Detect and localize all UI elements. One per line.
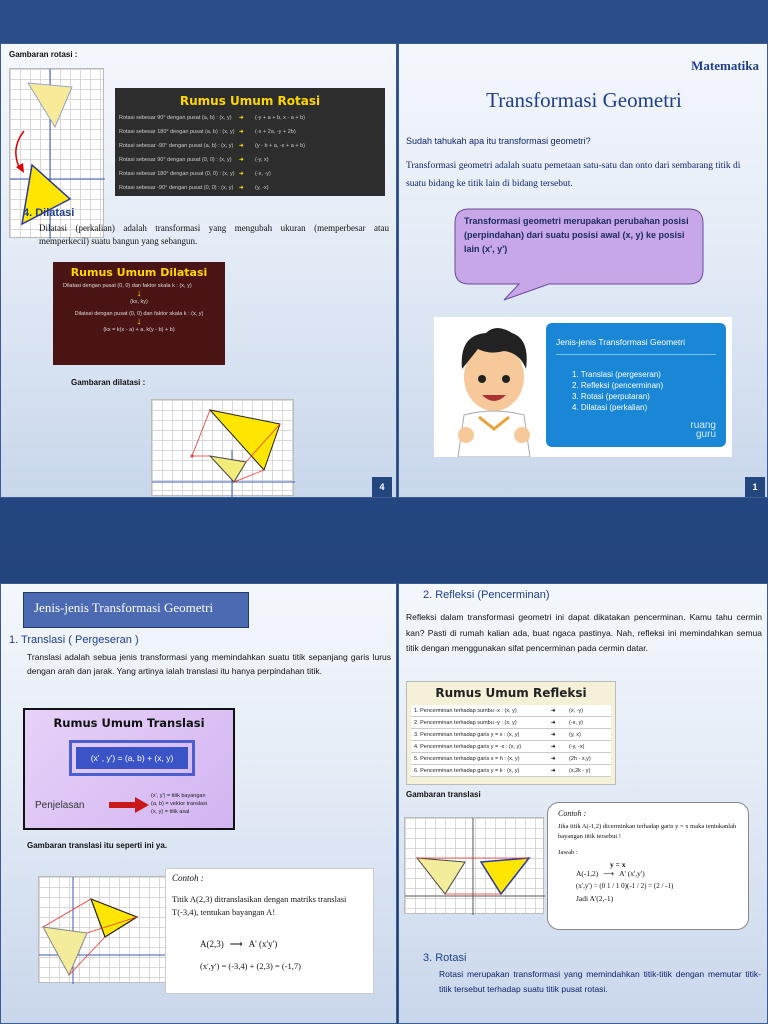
rumus-translasi-card [23,708,235,830]
definition-bubble: Transformasi geometri merupakan perubahan posisi (perpindahan) dari suatu posisi awal (x, y) ke posisi lain (x', y') [464,216,689,254]
formula-frame [69,740,195,776]
rotasi-row [119,153,379,167]
translasi-note: (x', y') = titik bayangan [151,793,206,799]
contoh-calculation: (x',y') = (0 1 / 1 0)(-1 / 2) = (2 / -1) [576,882,674,890]
arrow-right-icon: ➜ [239,115,244,121]
jenis-item: 3. Rotasi (perputaran) [572,392,650,401]
contoh-point: A(2,3) [200,939,224,949]
jenis-transformasi-card [546,323,726,447]
rumus-refleksi-rows [411,705,611,777]
rotasi-row [119,111,379,125]
refleksi-row [411,729,611,741]
refleksi-condition: 3. Pencerminan terhadap garis y = x : (x, y) [414,731,520,738]
refleksi-text: Refleksi dalam transformasi geometri ini dapat dikatakan pencerminan. Kamu tahu cermin kan? Pasti di rumah kalian ada, buat ngaca pastinya. Nah, refleksi ini memindahkan semua titik dengan menggunakan sifat pencerminan pada cermin datar. [406,612,762,653]
refleksi-condition: 2. Pencerminan terhadap sumbu -y : (x, y) [414,719,517,726]
contoh-box [165,868,374,994]
reflection-figure [404,817,544,914]
boy-character-icon [434,317,554,457]
penjelasan-label: Penjelasan [35,800,85,811]
arrow-right-icon: ➜ [239,171,244,177]
intro-question: Sudah tahukah apa itu transformasi geometri? [406,136,591,146]
dilatasi-result-1: (kx, ky) [130,299,148,305]
rotasi-result: (-y + a + b, x - a + b) [255,115,305,121]
rotasi-result: (-x + 2a, -y + 2b) [255,129,296,135]
dilatation-figure [151,399,294,496]
rotasi-condition: Rotasi sebesar 180° dengan pusat (a, b) : (x, y) [119,129,235,135]
refleksi-result: (y, x) [569,731,581,738]
gambaran-dilatasi-label: Gambaran dilatasi : [71,378,146,387]
refleksi-row [411,741,611,753]
rotasi-condition: Rotasi sebesar 90° dengan pusat (0, 0) : (x, y) [119,157,232,163]
section-title: Jenis-jenis Transformasi Geometri [34,600,214,615]
mirror-line: y = x [610,860,626,869]
page-number: 4 [372,477,392,497]
contoh-image-point: A' (x',y') [619,869,645,878]
rotasi-condition: Rotasi sebesar -90° dengan pusat (a, b) : (x, y) [119,143,234,149]
rumus-dilatasi-title: Rumus Umum Dilatasi [70,266,208,279]
section-title-box [23,592,249,628]
contoh-result: Jadi A'(2,-1) [576,894,614,903]
ruangguru-logo [690,421,716,439]
refleksi-row [411,717,611,729]
arrow-right-icon: ➜ [239,185,244,191]
refleksi-heading: 2. Refleksi (Pencerminan) [423,589,550,601]
arrow-right-icon: ➜ [551,767,556,774]
contoh-title: Contoh : [172,873,204,883]
arrow-right-icon: ➜ [551,731,556,738]
refleksi-row [411,705,611,717]
page-number: 1 [745,477,765,497]
dilatasi-result-2: (kx = k(x - a) + a, k(y - b) + b) [103,327,175,333]
contoh-image-point: A' (x'y') [248,939,278,949]
jenis-item: 4. Dilatasi (perkalian) [572,403,648,412]
translasi-heading: 1. Translasi ( Pergeseran ) [9,634,139,646]
rotasi-heading: 3. Rotasi [423,952,467,964]
rumus-rotasi-title: Rumus Umum Rotasi [179,94,321,108]
page-1 [398,43,768,498]
refleksi-condition: 1. Pencerminan terhadap sumbu -x : (x, y) [414,707,517,714]
refleksi-result: (2h - x,y) [569,755,591,762]
refleksi-result: (x, -y) [569,707,584,714]
jenis-list [546,355,726,413]
rotasi-condition: Rotasi sebesar 180° dengan pusat (0, 0) : (x, y) [119,171,235,177]
page-title: Transformasi Geometri [486,88,682,112]
refleksi-condition: 4. Pencerminan terhadap garis y = -x : (x, y) [414,743,522,750]
arrow-right-icon: ➜ [239,157,244,163]
rumus-refleksi-card [406,681,616,785]
logo-line-1: ruang [690,420,716,431]
arrow-right-icon: ⟶ [229,939,243,949]
refleksi-row [411,765,611,777]
contoh-mapping [200,939,277,950]
definition-text: Transformasi geometri adalah suatu pemetaan satu-satu dan onto dari sembarang titik di suatu bidang ke titik lain di bidang tersebut. [406,161,741,189]
dilatasi-line-1: Dilatasi dengan pusat (0, 0) dan faktor skala k : (x, y) [63,283,192,289]
jenis-title: Jenis-jenis Transformasi Geometri [556,337,685,347]
rotasi-result: (y - b + a, -x + a + b) [255,143,305,149]
rotasi-row [119,167,379,181]
page-3 [398,583,768,1024]
refleksi-result: (-y, -x) [569,743,585,750]
jenis-transformasi-image [434,317,732,457]
dilatasi-text: Dilatasi (perkalian) adalah transformasi yang mengubah ukuran (memperbesar atau memperkecil) suatu bangun yang sebangun. [39,223,389,246]
arrow-right-icon: ➜ [551,707,556,714]
arrow-right-icon: ➜ [551,755,556,762]
gambaran-rotasi-label: Gambaran rotasi : [9,50,78,59]
rotasi-condition: Rotasi sebesar 90° dengan pusat (a, b) : (x, y) [119,115,232,121]
rotasi-row [119,181,379,195]
rumus-rotasi-card [115,88,385,196]
contoh-point: A(-1,2) [576,869,599,878]
contoh-calculation: (x',y') = (-3,4) + (2,3) = (-1,7) [200,961,301,971]
rotasi-row [119,139,379,153]
rotasi-result: (y, -x) [255,185,269,191]
translation-figure [38,876,166,983]
arrow-right-icon: ➜ [551,743,556,750]
contoh-text: Titik A(2,3) ditranslasikan dengan matriks translasi T(-3,4), tentukan bayangan A! [172,894,347,917]
arrow-right-icon: ⟶ [603,869,615,878]
dilatasi-line-2: Dilatasi dengan pusat (0, 0) dan faktor skala k : (x, y) [74,311,204,317]
jenis-item: 2. Refleksi (pencerminan) [572,381,664,390]
refleksi-condition: 6. Pencerminan terhadap garis y = k : (x, y) [414,767,520,774]
translasi-text: Translasi adalah sebua jenis transformasi yang memindahkan suatu titik sepanjang garis lurus dengan arah dan jarak. Yang artinya ialah translasi itu hanya perpindahan titik. [27,652,391,676]
arrow-right-icon [109,797,149,813]
dilatasi-heading: 4. Dilatasi [23,207,75,219]
arrow-down-icon: ↓ [136,316,142,327]
rumus-translasi-title: Rumus Umum Translasi [53,716,205,730]
rumus-refleksi-title: Rumus Umum Refleksi [435,686,587,700]
translasi-formula: (x' , y') = (a, b) + (x, y) [76,747,188,769]
contoh-mapping [576,869,738,878]
arrow-right-icon: ➜ [239,143,244,149]
jawab-label: Jawab : [558,849,578,856]
rumus-dilatasi-card [53,262,225,365]
gambaran-translasi-label: Gambaran translasi itu seperti ini ya. [27,841,168,850]
rumus-rotasi-rows [115,108,385,195]
page-2 [0,583,397,1024]
refleksi-condition: 5. Pencerminan terhadap garis x = h : (x, y) [414,755,520,762]
rotasi-text: Rotasi merupakan transformasi yang memindahkan titik-titik dengan memutar titik-titik tersebut terhadap suatu titik pusat rotasi. [439,969,761,994]
subject-label: Matematika [691,58,759,73]
jenis-item: 1. Translasi (pergeseran) [572,370,661,379]
refleksi-result: (-x, y) [569,719,584,726]
translasi-notes [151,792,207,816]
rotasi-row [119,125,379,139]
translasi-note: (a, b) = vektor translasi [151,801,208,807]
refleksi-row [411,753,611,765]
arrow-right-icon: ➜ [551,719,556,726]
gambaran-translasi-label: Gambaran translasi [406,790,481,799]
arrow-right-icon: ➜ [239,129,244,135]
contoh-text: Jika titik A(-1,2) dicerminkan terhadap garis y = x maka tentukanlah bayangan titik tersebut ! [558,823,737,840]
rotasi-result: (-x, -y) [255,171,271,177]
page-4 [0,43,397,498]
rotasi-condition: Rotasi sebesar -90° dengan pusat (0, 0) : (x, y) [119,185,234,191]
contoh-title: Contoh : [558,809,587,818]
refleksi-result: (x,2k - y) [569,767,591,774]
rotasi-result: (-y, x) [255,157,269,163]
translasi-note: (x, y) = titik asal [151,809,190,815]
logo-line-2: guru [695,429,716,440]
contoh-refleksi-box [547,802,749,930]
arrow-down-icon: ↓ [136,288,142,299]
